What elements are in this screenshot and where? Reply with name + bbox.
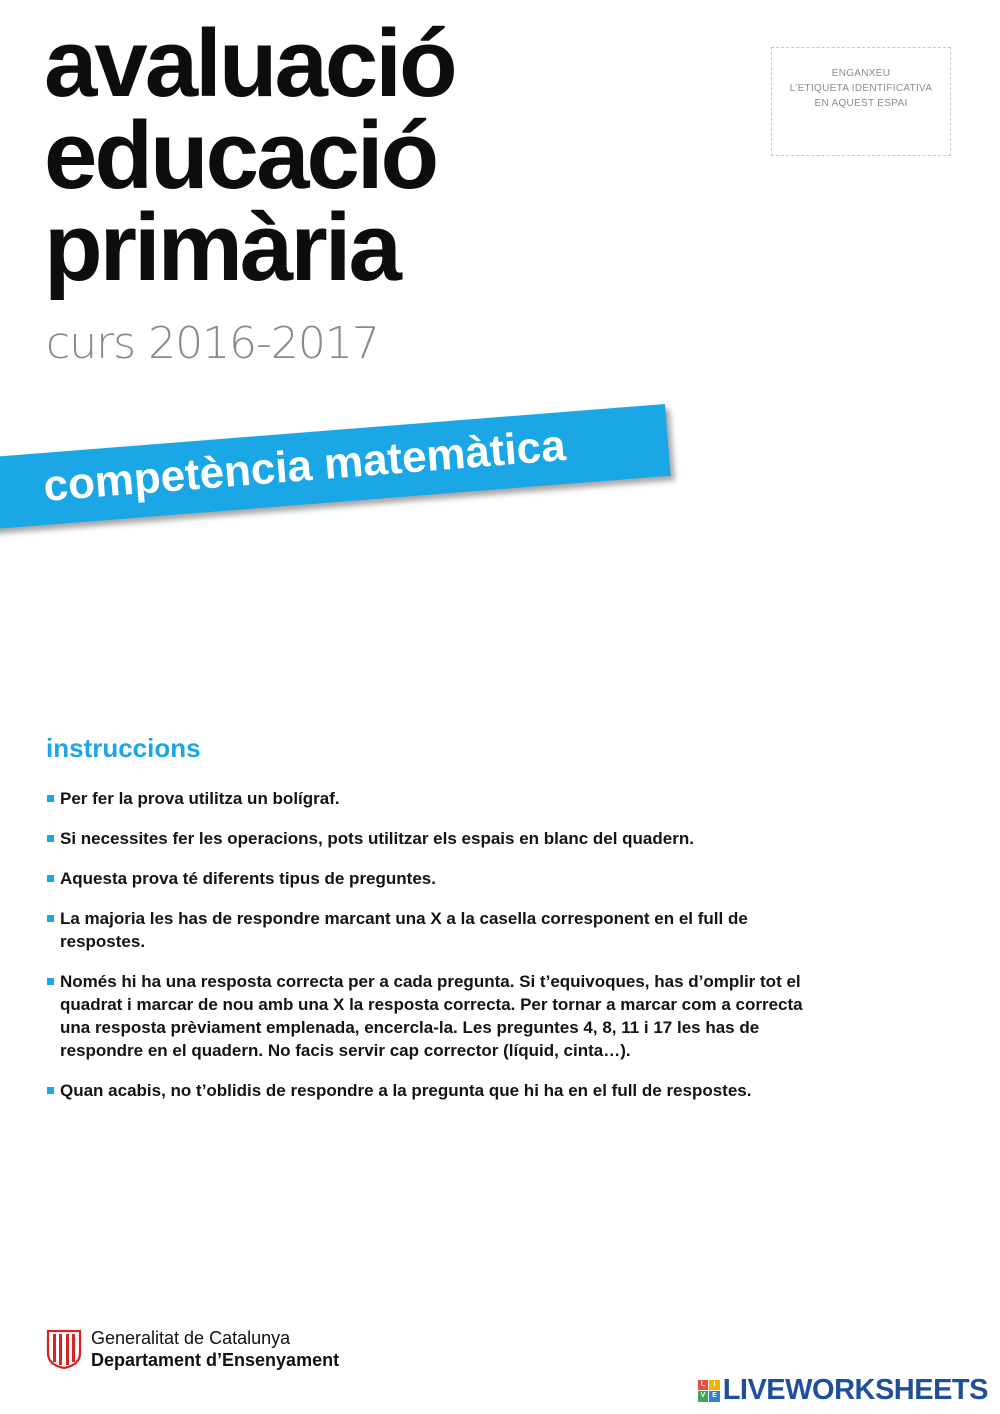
instruction-text: Aquesta prova té diferents tipus de preguntes. [60, 869, 436, 888]
subject-title: competència matemàtica [41, 421, 568, 511]
bullet-square-icon [47, 978, 54, 985]
label-line-3: EN AQUEST ESPAI [814, 98, 908, 109]
instruction-text: Quan acabis, no t’oblidis de respondre a la pregunta que hi ha en el full de respostes. [60, 1081, 752, 1100]
bullet-square-icon [47, 795, 54, 802]
instruction-item [46, 907, 816, 953]
bullet-square-icon [47, 875, 54, 882]
liveworksheets-brand [698, 1374, 988, 1407]
bullet-square-icon [47, 835, 54, 842]
instruction-text: Només hi ha una resposta correcta per a cada pregunta. Si t’equivoques, has d’omplir tot el quadrat i marcar de nou amb una X la resposta correcta. Per tornar a marcar com a correcta una resposta prèviament emplenada, encercla-la. Les preguntes 4, 8, 11 i 17 les has de respondre en el quadern. No facis servir cap corrector (líquid, cinta…). [60, 972, 803, 1060]
instruction-item [46, 867, 816, 890]
brand-letter: L [698, 1380, 709, 1391]
bullet-square-icon [47, 1087, 54, 1094]
subject-banner [0, 404, 671, 530]
label-line-1: ENGANXEU [831, 68, 891, 79]
liveworksheets-wordmark: LIVEWORKSHEETS [722, 1374, 988, 1406]
school-year: curs 2016-2017 [46, 318, 379, 369]
liveworksheets-icon [698, 1380, 720, 1402]
brand-letter: E [709, 1391, 720, 1402]
document-title [44, 10, 455, 301]
instruction-item [46, 970, 816, 1062]
brand-letter: V [698, 1391, 709, 1402]
instructions-heading: instruccions [46, 733, 201, 763]
title-line-3: primària [44, 194, 399, 301]
instruction-text: Si necessites fer les operacions, pots utilitzar els espais en blanc del quadern. [60, 829, 694, 848]
government-name: Generalitat de Catalunya [91, 1328, 291, 1348]
title-line-2: educació [44, 102, 437, 209]
bullet-square-icon [47, 915, 54, 922]
generalitat-logo [46, 1327, 339, 1371]
instruction-item [46, 787, 816, 810]
organization-names [91, 1327, 339, 1371]
instructions-list [46, 787, 816, 1119]
generalitat-seal-icon [46, 1329, 82, 1369]
title-line-1: avaluació [44, 10, 455, 117]
department-name: Departament d’Ensenyament [91, 1350, 340, 1370]
instruction-item [46, 827, 816, 850]
label-line-2: L’ETIQUETA IDENTIFICATIVA [789, 83, 933, 94]
id-label-placeholder [771, 47, 951, 156]
instruction-item [46, 1079, 816, 1102]
instruction-text: Per fer la prova utilitza un bolígraf. [60, 789, 340, 808]
brand-letter: I [709, 1380, 720, 1391]
instruction-text: La majoria les has de respondre marcant una X a la casella corresponent en el full de respostes. [60, 909, 748, 951]
